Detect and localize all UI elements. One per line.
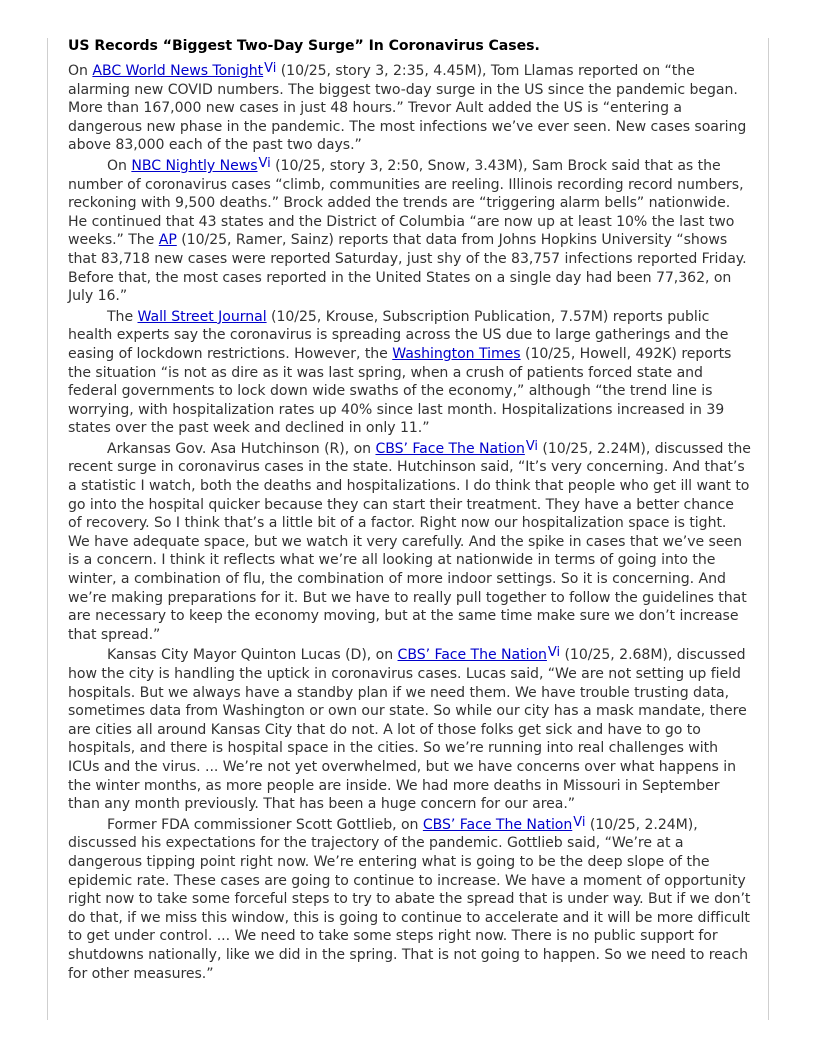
washington-times-link[interactable]: Washington Times [392,345,521,362]
cbs-face-the-nation-link[interactable]: CBS’ Face The Nation [422,816,573,833]
paragraph-nbc [68,157,751,306]
cbs-face-the-nation-link[interactable]: CBS’ Face The Nation [397,647,547,664]
ap-link[interactable]: AP [158,232,177,249]
text: On [107,157,132,174]
video-marker-icon[interactable]: Vi [525,438,538,454]
nbc-nightly-news-link[interactable]: NBC Nightly News [131,157,258,174]
text: (10/25, 2.24M), discussed the recent surge in coronavirus cases in the state. Hutchinson said, “It’s very concerning. And that’s a statistic I watch, both the deaths and hospitalizations. I do think that people who get ill want to go into the hospital quicker because they can start their treatment. They have a better chance of recovery. So I think that’s a little bit of a factor. Right now our hospitalization space is tight. We have adequate space, but we watch it very carefully. And the spike in cases that we’ve seen is a concern. I think it reflects what we’re all looking at nationwide in terms of going into the winter, a combination of flu, the combination of more indoor settings. So it is concerning. And we’re making preparations for it. But we have to really pull together to follow the guidelines that are necessary to keep the economy moving, but at the same time make sure we don’t increase that spread.” [68,440,751,643]
text: (10/25, Howell, 492K) reports the situation “is not as dire as it was last spring, when a crush of patients forced state and federal governments to lock down wide swaths of the economy,” although “the trend line is worrying, with hospitalization rates up 40% since last month. Hospitalizations increased in 39 states over the past week and declined in only 11.” [68,345,732,437]
paragraph-wsj [68,308,751,438]
text: On [68,63,93,79]
headline: US Records “Biggest Two-Day Surge” In Coronavirus Cases. [68,38,540,54]
paragraph-lucas [68,646,751,813]
video-marker-icon[interactable]: Vi [258,155,271,171]
video-marker-icon[interactable]: Vi [573,814,586,830]
right-margin-rule [768,38,769,1020]
text: (10/25, story 3, 2:35, 4.45M), Tom Llamas reported on “the alarming new COVID numbers. The biggest two-day surge in the US since the pandemic began. More than 167,000 new cases in just 48 hours.” Trevor Ault added the US is “entering a dangerous new phase in the pandemic. The most infections we’ve ever seen. New cases soaring above 83,000 each of the past two days.” [68,63,747,154]
text: Kansas City Mayor Quinton Lucas (D), on [107,647,398,664]
paragraph-gottlieb [68,816,751,983]
text: Arkansas Gov. Asa Hutchinson (R), on [107,440,376,457]
text: (10/25, 2.68M), discussed how the city is handling the uptick in coronavirus cases. Lucas said, “We are not setting up field hospitals. But we always have a standby plan if we need them. We have trouble trusting data, sometimes data from Washington or own our state. So while our city has a mask mandate, there are cities all around Kansas City that do not. A lot of those folks get sick and have to go to hospitals, and there is hospital space in the cities. So we’re running into real challenges with ICUs and the virus. ... We’re not yet overwhelmed, but we have concerns over what happens in the winter months, as more people are inside. We had more deaths in Missouri in September than any month previously. That has been a huge concern for our area.” [68,647,747,813]
left-margin-rule [47,38,48,1020]
paragraph-abc [68,62,751,155]
cbs-face-the-nation-link[interactable]: CBS’ Face The Nation [375,440,525,457]
text: (10/25, Krouse, Subscription Publication, 7.57M) reports public health experts say the coronavirus is spreading across the US due to large gatherings and the easing of lockdown restrictions. However, the [68,308,729,362]
text: The [107,308,138,325]
text: (10/25, 2.24M), discussed his expectations for the trajectory of the pandemic. Gottlieb said, “We’re at a dangerous tipping point right now. We’re entering what is going to be the deep slope of the epidemic rate. These cases are going to continue to increase. We have a moment of opportunity right now to take some forceful steps to try to abate the spread that is under way. But if we don’t do that, if we miss this window, this is going to continue to accelerate and it will be more difficult to get under control. ... We need to take some steps right now. There is no public support for shutdowns nationally, like we did in the spring. That is not going to happen. So we need to reach for other measures.” [68,816,751,982]
text: Former FDA commissioner Scott Gottlieb, on [107,816,423,833]
video-marker-icon[interactable]: Vi [264,61,277,76]
paragraph-hutchinson [68,440,751,645]
video-marker-icon[interactable]: Vi [547,645,561,661]
article [68,36,751,985]
text: (10/25, story 3, 2:50, Snow, 3.43M), Sam Brock said that as the number of coronavirus cases “climb, communities are reeling. Illinois recording record numbers, reckoning with 9,500 deaths.” Brock added the trends are “triggering alarm bells” nationwide. He continued that 43 states and the District of Columbia “are now up at least 10% the last two weeks.” The [68,157,744,249]
abc-world-news-link[interactable]: ABC World News Tonight [92,63,264,79]
text: (10/25, Ramer, Sainz) reports that data from Johns Hopkins University “shows that 83,718 new cases were reported Saturday, just shy of the 83,757 infections reported Friday. Before that, the most cases reported in the United States on a single day had been 77,362, on July 16.” [68,232,747,305]
wall-street-journal-link[interactable]: Wall Street Journal [137,308,267,325]
